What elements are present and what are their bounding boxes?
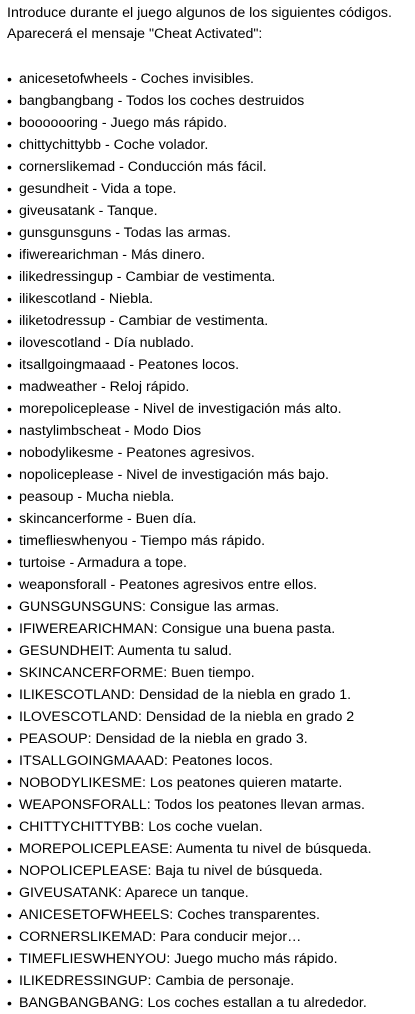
- list-item: [7, 486, 415, 508]
- list-item: [7, 816, 415, 838]
- cheat-code-entry: nobodylikesme - Peatones agresivos.: [19, 445, 255, 461]
- bullet-icon: •: [7, 203, 12, 219]
- cheat-code-entry: bangbangbang - Todos los coches destruidos: [19, 93, 305, 109]
- cheat-code-entry: gunsgunsguns - Todas las armas.: [19, 225, 231, 241]
- list-item: [7, 332, 415, 354]
- cheat-code-entry: BANGBANGBANG: Los coches estallan a tu alrededor.: [19, 995, 367, 1011]
- cheat-code-entry: ilikedressingup - Cambiar de vestimenta.: [19, 269, 276, 285]
- list-item: [7, 530, 415, 552]
- list-item: [7, 200, 415, 222]
- bullet-icon: •: [7, 269, 12, 285]
- list-item: [7, 750, 415, 772]
- list-item: [7, 948, 415, 970]
- bullet-icon: •: [7, 467, 12, 483]
- bullet-icon: •: [7, 687, 12, 703]
- cheat-code-entry: cornerslikemad - Conducción más fácil.: [19, 159, 267, 175]
- cheat-code-entry: weaponsforall - Peatones agresivos entre ellos.: [19, 577, 318, 593]
- cheat-code-entry: iliketodressup - Cambiar de vestimenta.: [19, 313, 269, 329]
- cheat-code-entry: giveusatank - Tanque.: [19, 203, 158, 219]
- list-item: [7, 640, 415, 662]
- list-item: [7, 244, 415, 266]
- cheat-code-entry: chittychittybb - Coche volador.: [19, 137, 209, 153]
- cheat-code-entry: GESUNDHEIT: Aumenta tu salud.: [19, 643, 232, 659]
- bullet-icon: •: [7, 247, 12, 263]
- cheat-code-entry: ilovescotland - Día nublado.: [19, 335, 195, 351]
- bullet-icon: •: [7, 643, 12, 659]
- cheat-code-entry: NOBODYLIKESME: Los peatones quieren matarte.: [19, 775, 343, 791]
- cheat-code-entry: SKINCANCERFORME: Buen tiempo.: [19, 665, 255, 681]
- bullet-icon: •: [7, 797, 12, 813]
- list-item: [7, 442, 415, 464]
- cheat-code-entry: NOPOLICEPLEASE: Baja tu nivel de búsqueda.: [19, 863, 323, 879]
- cheat-code-entry: booooooring - Juego más rápido.: [19, 115, 228, 131]
- list-item: [7, 662, 415, 684]
- list-item: [7, 354, 415, 376]
- cheat-code-entry: ILOVESCOTLAND: Densidad de la niebla en grado 2: [19, 709, 355, 725]
- bullet-icon: •: [7, 115, 12, 131]
- cheat-code-entry: ilikescotland - Niebla.: [19, 291, 154, 307]
- list-item: [7, 926, 415, 948]
- cheat-code-entry: GUNSGUNSGUNS: Consigue las armas.: [19, 599, 280, 615]
- list-item: [7, 684, 415, 706]
- bullet-icon: •: [7, 621, 12, 637]
- bullet-icon: •: [7, 423, 12, 439]
- list-item: [7, 464, 415, 486]
- list-item: [7, 222, 415, 244]
- cheat-code-entry: ILIKESCOTLAND: Densidad de la niebla en grado 1.: [19, 687, 352, 703]
- list-item: [7, 112, 415, 134]
- list-item: [7, 90, 415, 112]
- intro-paragraph: [7, 3, 415, 45]
- cheat-code-entry: morepoliceplease - Nivel de investigación más alto.: [19, 401, 342, 417]
- bullet-icon: •: [7, 511, 12, 527]
- cheat-code-entry: itsallgoingmaaad - Peatones locos.: [19, 357, 240, 373]
- list-item: [7, 398, 415, 420]
- bullet-icon: •: [7, 731, 12, 747]
- cheat-code-entry: madweather - Reloj rápido.: [19, 379, 190, 395]
- cheat-code-entry: skincancerforme - Buen día.: [19, 511, 197, 527]
- list-item: [7, 266, 415, 288]
- intro-line-2: Aparecerá el mensaje "Cheat Activated":: [7, 26, 263, 42]
- cheat-code-entry: PEASOUP: Densidad de la niebla en grado 3.: [19, 731, 308, 747]
- bullet-icon: •: [7, 159, 12, 175]
- list-item: [7, 860, 415, 882]
- list-item: [7, 68, 415, 90]
- cheat-code-entry: anicesetofwheels - Coches invisibles.: [19, 71, 254, 87]
- cheat-code-entry: gesundheit - Vida a tope.: [19, 181, 177, 197]
- bullet-icon: •: [7, 533, 12, 549]
- list-item: [7, 794, 415, 816]
- bullet-icon: •: [7, 313, 12, 329]
- bullet-icon: •: [7, 291, 12, 307]
- cheat-code-entry: WEAPONSFORALL: Todos los peatones llevan armas.: [19, 797, 365, 813]
- intro-line-1: Introduce durante el juego algunos de los siguientes códigos.: [7, 5, 392, 21]
- list-item: [7, 420, 415, 442]
- cheat-code-entry: ILIKEDRESSINGUP: Cambia de personaje.: [19, 973, 295, 989]
- list-item: [7, 508, 415, 530]
- cheat-code-entry: TIMEFLIESWHENYOU: Juego mucho más rápido.: [19, 951, 338, 967]
- list-item: [7, 574, 415, 596]
- list-item: [7, 838, 415, 860]
- bullet-icon: •: [7, 841, 12, 857]
- list-item: [7, 970, 415, 992]
- bullet-icon: •: [7, 951, 12, 967]
- bullet-icon: •: [7, 577, 12, 593]
- cheat-code-entry: ifiwerearichman - Más dinero.: [19, 247, 206, 263]
- list-item: [7, 156, 415, 178]
- cheat-code-entry: peasoup - Mucha niebla.: [19, 489, 175, 505]
- cheat-code-entry: turtoise - Armadura a tope.: [19, 555, 187, 571]
- bullet-icon: •: [7, 445, 12, 461]
- bullet-icon: •: [7, 929, 12, 945]
- bullet-icon: •: [7, 379, 12, 395]
- bullet-icon: •: [7, 357, 12, 373]
- cheat-code-entry: nastylimbscheat - Modo Dios: [19, 423, 202, 439]
- cheat-code-entry: timeflieswhenyou - Tiempo más rápido.: [19, 533, 266, 549]
- cheat-code-entry: CHITTYCHITTYBB: Los coche vuelan.: [19, 819, 263, 835]
- bullet-icon: •: [7, 489, 12, 505]
- bullet-icon: •: [7, 709, 12, 725]
- bullet-icon: •: [7, 93, 12, 109]
- cheat-code-list: [7, 68, 415, 1014]
- cheat-code-entry: MOREPOLICEPLEASE: Aumenta tu nivel de búsqueda.: [19, 841, 372, 857]
- bullet-icon: •: [7, 555, 12, 571]
- list-item: [7, 728, 415, 750]
- list-item: [7, 596, 415, 618]
- cheat-code-entry: GIVEUSATANK: Aparece un tanque.: [19, 885, 249, 901]
- list-item: [7, 310, 415, 332]
- list-item: [7, 376, 415, 398]
- bullet-icon: •: [7, 907, 12, 923]
- list-item: [7, 882, 415, 904]
- list-item: [7, 992, 415, 1014]
- bullet-icon: •: [7, 819, 12, 835]
- bullet-icon: •: [7, 401, 12, 417]
- bullet-icon: •: [7, 335, 12, 351]
- cheat-code-entry: nopoliceplease - Nivel de investigación más bajo.: [19, 467, 329, 483]
- bullet-icon: •: [7, 973, 12, 989]
- list-item: [7, 288, 415, 310]
- list-item: [7, 134, 415, 156]
- bullet-icon: •: [7, 181, 12, 197]
- bullet-icon: •: [7, 753, 12, 769]
- bullet-icon: •: [7, 863, 12, 879]
- bullet-icon: •: [7, 775, 12, 791]
- bullet-icon: •: [7, 599, 12, 615]
- cheat-code-entry: ANICESETOFWHEELS: Coches transparentes.: [19, 907, 320, 923]
- bullet-icon: •: [7, 665, 12, 681]
- list-item: [7, 618, 415, 640]
- cheat-code-entry: ITSALLGOINGMAAAD: Peatones locos.: [19, 753, 273, 769]
- list-item: [7, 706, 415, 728]
- bullet-icon: •: [7, 885, 12, 901]
- bullet-icon: •: [7, 995, 12, 1011]
- list-item: [7, 772, 415, 794]
- cheat-code-entry: CORNERSLIKEMAD: Para conducir mejor…: [19, 929, 302, 945]
- bullet-icon: •: [7, 225, 12, 241]
- cheat-code-entry: IFIWEREARICHMAN: Consigue una buena pasta.: [19, 621, 336, 637]
- list-item: [7, 552, 415, 574]
- bullet-icon: •: [7, 137, 12, 153]
- list-item: [7, 178, 415, 200]
- list-item: [7, 904, 415, 926]
- bullet-icon: •: [7, 71, 12, 87]
